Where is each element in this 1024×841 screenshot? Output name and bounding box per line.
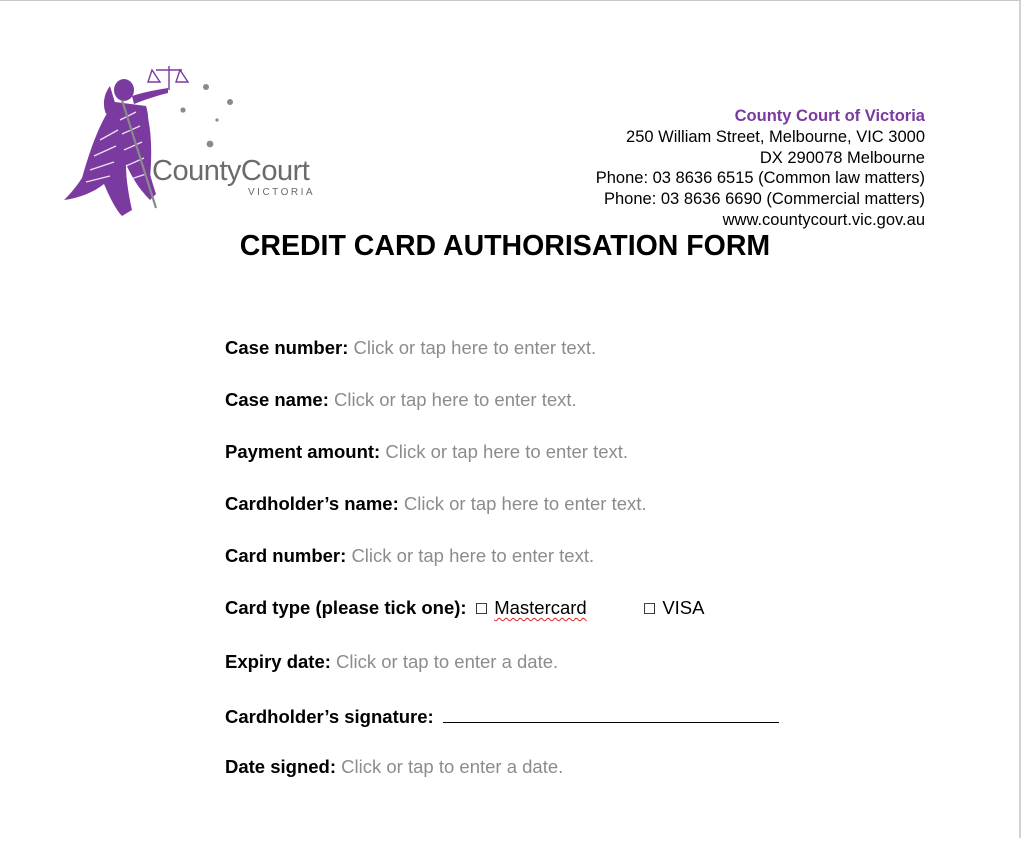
phone-commercial: Phone: 03 8636 6690 (Commercial matters)	[604, 190, 925, 209]
address-block	[596, 106, 925, 231]
visa-checkbox[interactable]: ☐	[642, 601, 657, 618]
card-type-label: Card type (please tick one):	[225, 597, 467, 618]
payment-amount-label: Payment amount:	[225, 441, 381, 462]
dx-address: DX 290078 Melbourne	[759, 148, 925, 167]
signature-line[interactable]	[443, 702, 779, 723]
date-signed-input[interactable]: Click or tap to enter a date.	[341, 756, 564, 777]
date-signed-field	[225, 755, 563, 779]
case-name-input[interactable]: Click or tap here to enter text.	[334, 389, 577, 410]
cardholder-name-label: Cardholder’s name:	[225, 493, 399, 514]
signature-label: Cardholder’s signature:	[225, 706, 434, 727]
expiry-date-input[interactable]: Click or tap to enter a date.	[336, 651, 559, 672]
lady-justice-logo-icon	[60, 60, 350, 225]
organisation-name: County Court of Victoria	[734, 107, 925, 125]
cardholder-name-input[interactable]: Click or tap here to enter text.	[403, 493, 647, 514]
street-address: 250 William Street, Melbourne, VIC 3000	[626, 127, 925, 146]
case-number-field	[225, 336, 596, 360]
case-name-label: Case name:	[225, 389, 329, 410]
cardholder-name-field	[225, 492, 647, 516]
logo-wordmark: CountyCourt	[152, 155, 310, 187]
date-signed-label: Date signed:	[225, 756, 337, 777]
card-number-input[interactable]: Click or tap here to enter text.	[351, 545, 595, 566]
signature-field	[225, 702, 779, 729]
case-number-label: Case number:	[225, 337, 349, 358]
expiry-date-field	[225, 650, 558, 674]
website-link[interactable]: www.countycourt.vic.gov.au	[722, 210, 925, 229]
card-number-label: Card number:	[225, 545, 347, 566]
form-title: CREDIT CARD AUTHORISATION FORM	[239, 230, 771, 262]
card-number-field	[225, 544, 594, 568]
card-type-field	[225, 596, 704, 622]
phone-common-law: Phone: 03 8636 6515 (Common law matters)	[595, 169, 925, 188]
mastercard-option-label: Mastercard	[494, 597, 587, 618]
case-number-input[interactable]: Click or tap here to enter text.	[353, 337, 597, 358]
payment-amount-input[interactable]: Click or tap here to enter text.	[385, 441, 629, 462]
visa-option-label: VISA	[662, 597, 705, 618]
logo-subtitle: VICTORIA	[248, 187, 316, 198]
case-name-field	[225, 388, 577, 412]
expiry-date-label: Expiry date:	[225, 651, 331, 672]
mastercard-checkbox[interactable]: ☐	[474, 601, 489, 618]
visa-option	[640, 597, 705, 618]
payment-amount-field	[225, 440, 628, 464]
